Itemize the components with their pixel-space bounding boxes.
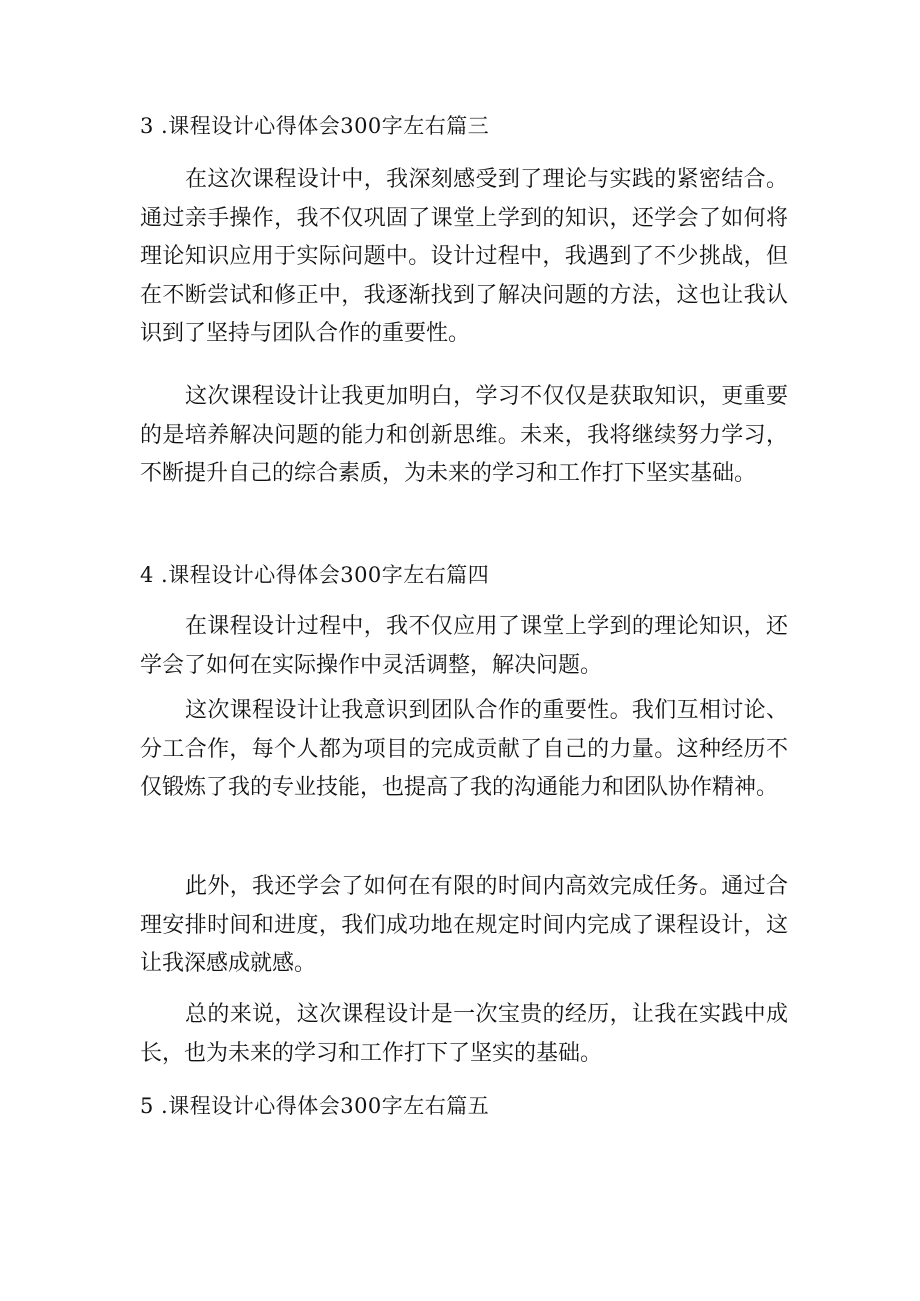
section-heading: 5 .课程设计心得体会300字左右篇五 (140, 1094, 490, 1118)
section-heading: 3 .课程设计心得体会300字左右篇三 (140, 114, 490, 138)
section-heading: 4 .课程设计心得体会300字左右篇四 (140, 563, 490, 587)
paragraph: 这次课程设计让我意识到团队合作的重要性。我们互相讨论、分工合作，每个人都为项目的完成贡献了自己的力量。这种经历不仅锻炼了我的专业技能，也提高了我的沟通能力和团队协作精神。 (140, 698, 788, 800)
paragraph: 此外，我还学会了如何在有限的时间内高效完成任务。通过合理安排时间和进度，我们成功地在规定时间内完成了课程设计，这让我深感成就感。 (140, 874, 788, 976)
paragraph: 这次课程设计让我更加明白，学习不仅仅是获取知识，更重要的是培养解决问题的能力和创新思维。未来，我将继续努力学习，不断提升自己的综合素质，为未来的学习和工作打下坚实基础。 (140, 384, 788, 486)
paragraph: 在课程设计过程中，我不仅应用了课堂上学到的理论知识，还学会了如何在实际操作中灵活调整，解决问题。 (140, 614, 788, 678)
paragraph: 在这次课程设计中，我深刻感受到了理论与实践的紧密结合。通过亲手操作，我不仅巩固了课堂上学到的知识，还学会了如何将理论知识应用于实际问题中。设计过程中，我遇到了不少挑战，但在不断尝试和修正中，我逐渐找到了解决问题的方法，这也让我认识到了坚持与团队合作的重要性。 (140, 167, 788, 346)
paragraph: 总的来说，这次课程设计是一次宝贵的经历，让我在实践中成长，也为未来的学习和工作打下了坚实的基础。 (140, 1002, 788, 1066)
